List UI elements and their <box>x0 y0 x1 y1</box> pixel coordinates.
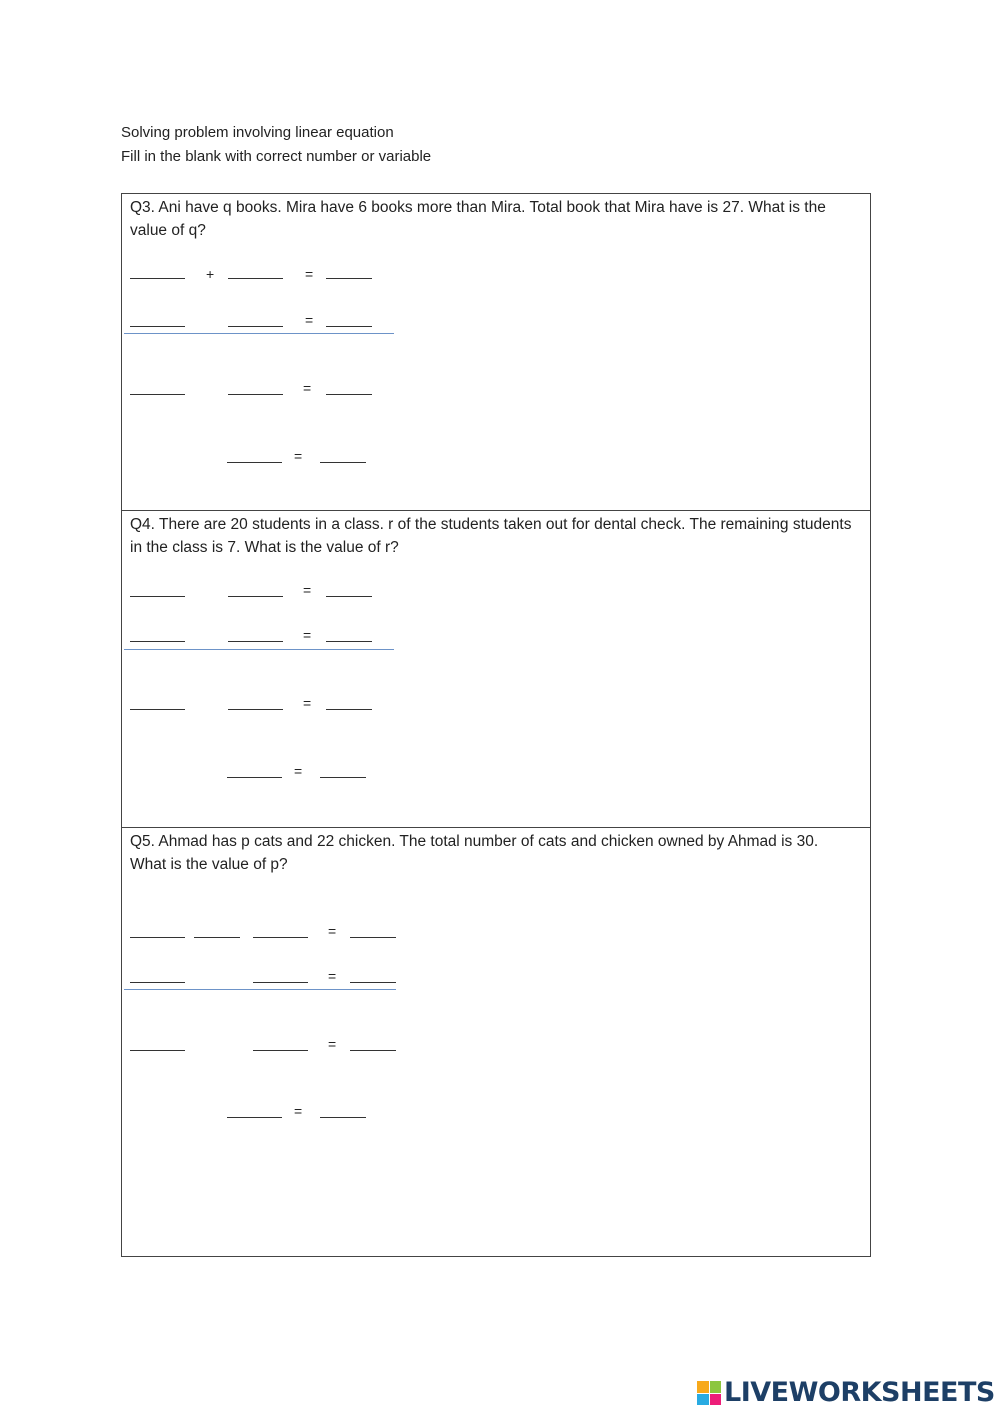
worksheet-title: Solving problem involving linear equation <box>121 124 394 141</box>
blank-input[interactable] <box>326 314 372 327</box>
blank-input[interactable] <box>228 314 283 327</box>
equals-sign: = <box>303 627 312 643</box>
blank-input[interactable] <box>320 1105 366 1118</box>
equals-sign: = <box>328 968 337 984</box>
blank-input[interactable] <box>228 584 283 597</box>
logo-square <box>710 1381 722 1393</box>
blank-input[interactable] <box>130 697 185 710</box>
logo-square <box>697 1381 709 1393</box>
blank-input[interactable] <box>130 266 185 279</box>
blank-input[interactable] <box>130 584 185 597</box>
blank-input[interactable] <box>253 970 308 983</box>
blank-input[interactable] <box>130 314 185 327</box>
equals-sign: = <box>305 266 314 282</box>
equals-sign: = <box>328 1036 337 1052</box>
blank-input[interactable] <box>326 584 372 597</box>
blank-input[interactable] <box>228 697 283 710</box>
plus-sign: + <box>206 266 215 282</box>
blank-input[interactable] <box>228 266 283 279</box>
question-text-q3: Q3. Ani have q books. Mira have 6 books more than Mira. Total book that Mira have is 27. What is the value of q? <box>130 199 826 239</box>
blank-input[interactable] <box>228 629 283 642</box>
blank-input[interactable] <box>326 629 372 642</box>
blank-input[interactable] <box>320 450 366 463</box>
blank-input[interactable] <box>253 925 308 938</box>
worksheet-instruction: Fill in the blank with correct number or variable <box>121 148 432 165</box>
blank-input[interactable] <box>130 925 185 938</box>
blank-input[interactable] <box>130 629 185 642</box>
blank-input[interactable] <box>350 1038 396 1051</box>
equals-sign: = <box>303 695 312 711</box>
blank-input[interactable] <box>130 1038 185 1051</box>
logo-square <box>710 1394 722 1406</box>
equals-sign: = <box>303 582 312 598</box>
question-cell-q3 <box>122 194 870 511</box>
blank-input[interactable] <box>130 382 185 395</box>
divider-line <box>124 649 394 650</box>
blank-input[interactable] <box>227 765 282 778</box>
equals-sign: = <box>294 1103 303 1119</box>
divider-line <box>124 989 396 990</box>
question-text-q4: Q4. There are 20 students in a class. r of the students taken out for dental check. The remaining students in the class is 7. What is the value of r? <box>130 516 852 556</box>
logo-square <box>697 1394 709 1406</box>
question-cell-q4 <box>122 511 870 828</box>
equals-sign: = <box>294 448 303 464</box>
equals-sign: = <box>305 312 314 328</box>
blank-input[interactable] <box>326 697 372 710</box>
worksheet-header <box>121 121 431 169</box>
liveworksheets-logo <box>697 1378 995 1408</box>
blank-input[interactable] <box>130 970 185 983</box>
blank-input[interactable] <box>326 266 372 279</box>
equals-sign: = <box>328 923 337 939</box>
question-table <box>121 193 871 1257</box>
blank-input[interactable] <box>320 765 366 778</box>
equals-sign: = <box>294 763 303 779</box>
logo-icon <box>697 1381 721 1405</box>
blank-input[interactable] <box>228 382 283 395</box>
blank-input[interactable] <box>350 970 396 983</box>
divider-line <box>124 333 394 334</box>
blank-input[interactable] <box>227 450 282 463</box>
logo-text: LIVEWORKSHEETS <box>724 1377 995 1408</box>
blank-input[interactable] <box>326 382 372 395</box>
blank-input[interactable] <box>194 925 240 938</box>
question-cell-q5 <box>122 828 870 1256</box>
question-text-q5: Q5. Ahmad has p cats and 22 chicken. The total number of cats and chicken owned by Ahmad is 30. What is the value of p? <box>130 833 819 873</box>
equals-sign: = <box>303 380 312 396</box>
blank-input[interactable] <box>253 1038 308 1051</box>
blank-input[interactable] <box>350 925 396 938</box>
blank-input[interactable] <box>227 1105 282 1118</box>
